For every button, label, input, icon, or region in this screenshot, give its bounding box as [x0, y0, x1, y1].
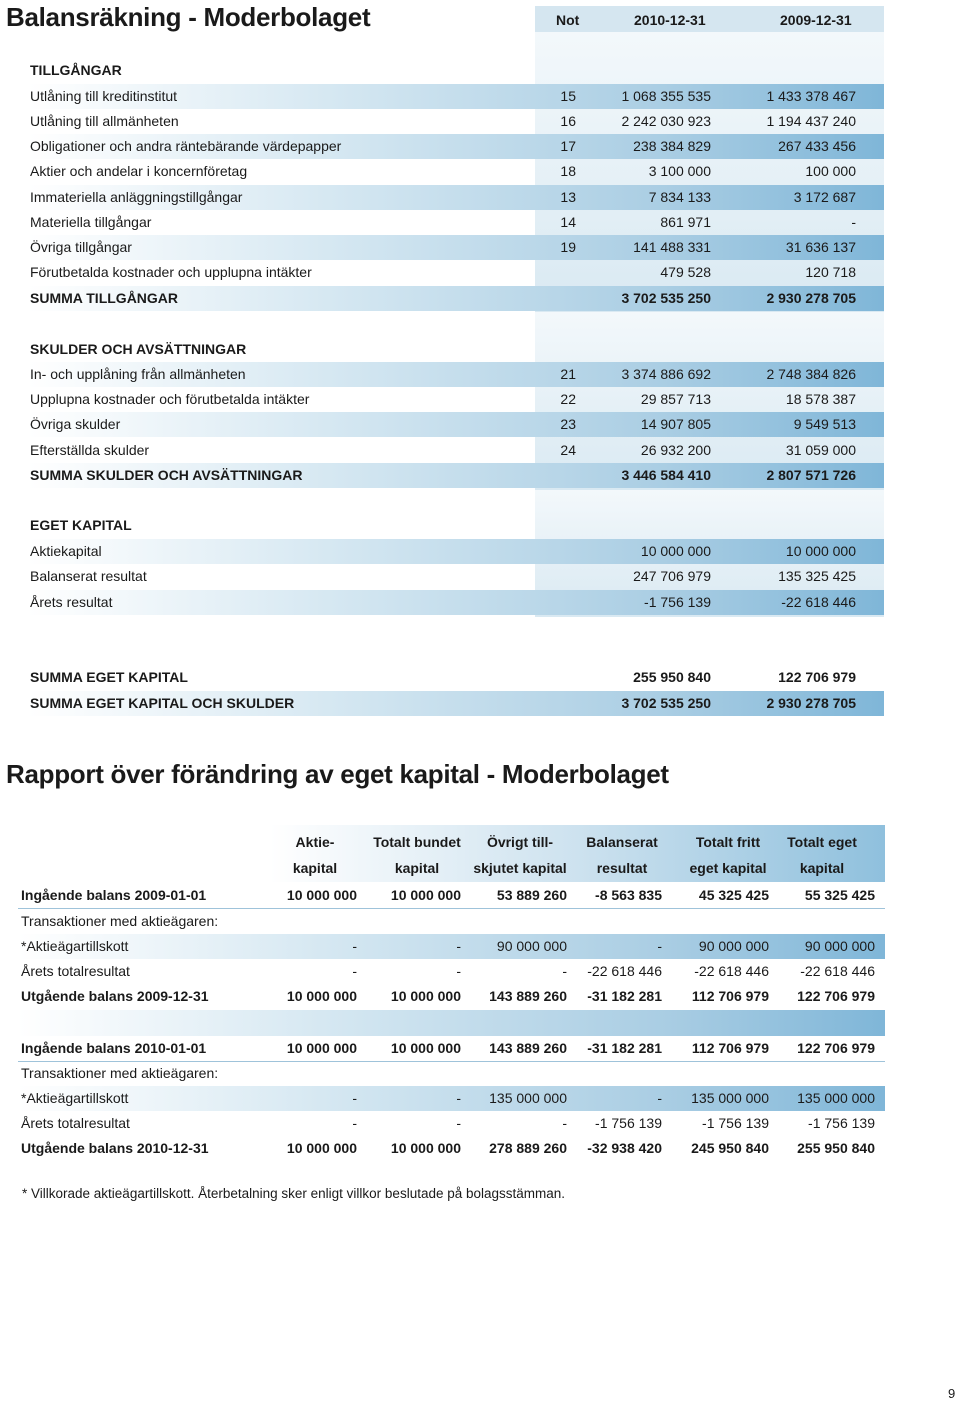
equity-cell: -	[456, 963, 461, 979]
equity-cell: 10 000 000	[286, 1140, 357, 1156]
equity-column-header: Övrigt till-	[486, 834, 554, 850]
row-value-2009: 2 807 571 726	[766, 467, 856, 483]
row-value-2009: 3 172 687	[793, 189, 856, 205]
equity-cell: 10 000 000	[286, 988, 357, 1004]
equity-cell: 135 000 000	[797, 1090, 875, 1106]
balance-row	[28, 438, 884, 463]
equity-column-header: eget kapital	[689, 860, 767, 876]
equity-row	[18, 883, 885, 909]
balance-row	[28, 665, 884, 690]
balance-row	[28, 286, 884, 311]
equity-row	[18, 934, 885, 959]
equity-row-label: *Aktieägartillskott	[21, 1090, 129, 1106]
equity-row	[18, 1136, 885, 1161]
equity-row-label: Ingående balans 2009-01-01	[21, 887, 207, 903]
equity-column-header: kapital	[394, 860, 440, 876]
equity-cell: 10 000 000	[390, 887, 461, 903]
balance-row	[28, 84, 884, 109]
equity-cell: 90 000 000	[496, 938, 567, 954]
row-label: Balanserat resultat	[30, 568, 147, 584]
row-note: 19	[560, 239, 576, 255]
row-label: Aktier och andelar i koncernföretag	[30, 163, 248, 179]
row-value-2010: 26 932 200	[640, 442, 711, 458]
equity-cell: -32 938 420	[587, 1140, 662, 1156]
row-label: Aktiekapital	[30, 543, 102, 559]
row-note: 23	[560, 416, 576, 432]
equity-cell: -	[456, 1115, 461, 1131]
row-value-2010: 141 488 331	[633, 239, 711, 255]
row-value-2009: 31 636 137	[785, 239, 856, 255]
row-value-2010: 1 068 355 535	[621, 88, 711, 104]
balance-row	[28, 260, 884, 285]
row-label: Upplupna kostnader och förutbetalda intäkter	[30, 391, 310, 407]
row-label: TILLGÅNGAR	[30, 62, 122, 78]
balance-row	[28, 337, 884, 362]
equity-row-label: Utgående balans 2009-12-31	[21, 988, 209, 1004]
equity-column-header: resultat	[596, 860, 648, 876]
equity-report-title: Rapport över förändring av eget kapital - Moderbolaget	[6, 759, 669, 789]
equity-cell: -	[657, 1090, 662, 1106]
equity-cell: 245 950 840	[691, 1140, 769, 1156]
row-label: Årets resultat	[30, 594, 113, 610]
row-value-2009: 267 433 456	[778, 138, 856, 154]
row-label: SUMMA EGET KAPITAL	[30, 669, 188, 685]
equity-row	[18, 984, 885, 1009]
row-label: SUMMA SKULDER OCH AVSÄTTNINGAR	[30, 467, 303, 483]
row-value-2010: 238 384 829	[633, 138, 711, 154]
row-note: 22	[560, 391, 576, 407]
row-label: Övriga tillgångar	[30, 239, 132, 255]
row-value-2009: 2 930 278 705	[766, 695, 856, 711]
row-value-2009: 122 706 979	[778, 669, 856, 685]
equity-column-header: Totalt eget	[787, 834, 857, 850]
balance-row	[28, 159, 884, 184]
row-value-2010: 10 000 000	[640, 543, 711, 559]
row-label: Immateriella anläggningstillgångar	[30, 189, 243, 205]
equity-cell: 10 000 000	[390, 1040, 461, 1056]
equity-cell: -	[352, 1115, 357, 1131]
equity-cell: 90 000 000	[804, 938, 875, 954]
equity-row	[18, 909, 885, 934]
row-label: Övriga skulder	[30, 416, 121, 432]
note-column-header: Not	[556, 12, 580, 28]
balance-row	[28, 235, 884, 260]
row-value-2009: 100 000	[805, 163, 856, 179]
row-value-2009: -22 618 446	[781, 594, 856, 610]
equity-row-label: Årets totalresultat	[21, 963, 130, 979]
equity-cell: 122 706 979	[797, 988, 875, 1004]
row-label: Efterställda skulder	[30, 442, 150, 458]
row-value-2009: 18 578 387	[785, 391, 856, 407]
row-value-2009: 135 325 425	[778, 568, 856, 584]
equity-cell: -22 618 446	[694, 963, 769, 979]
row-value-2009: 1 194 437 240	[766, 113, 856, 129]
year-2009-column-header: 2009-12-31	[780, 12, 852, 28]
equity-cell: -8 563 835	[595, 887, 662, 903]
row-value-2010: 3 100 000	[648, 163, 711, 179]
equity-cell: -	[562, 1115, 567, 1131]
equity-cell: 112 706 979	[691, 1040, 769, 1056]
equity-cell: -	[456, 1090, 461, 1106]
equity-cell: -1 756 139	[808, 1115, 875, 1131]
equity-column-header: kapital	[799, 860, 845, 876]
equity-cell: -	[562, 963, 567, 979]
row-value-2009: 120 718	[805, 264, 856, 280]
equity-row	[18, 1111, 885, 1136]
row-value-2010: 247 706 979	[633, 568, 711, 584]
equity-column-header: Aktie-	[295, 834, 335, 850]
row-value-2009: 31 059 000	[785, 442, 856, 458]
equity-cell: -31 182 281	[587, 988, 662, 1004]
page-number: 9	[948, 1386, 956, 1401]
row-value-2009: -	[851, 214, 856, 230]
equity-row-label: Transaktioner med aktieägaren:	[21, 913, 219, 929]
row-value-2009: 2 930 278 705	[766, 290, 856, 306]
equity-cell: 90 000 000	[698, 938, 769, 954]
equity-column-header: Balanserat	[586, 834, 658, 850]
row-label: Obligationer och andra räntebärande värdepapper	[30, 138, 342, 154]
balance-row	[28, 539, 884, 564]
balance-row	[28, 590, 884, 615]
row-note: 16	[560, 113, 576, 129]
balance-row	[28, 185, 884, 210]
equity-cell: 122 706 979	[797, 1040, 875, 1056]
row-value-2010: 3 702 535 250	[621, 695, 711, 711]
balance-row	[28, 463, 884, 488]
equity-cell: -	[657, 938, 662, 954]
equity-cell: 135 000 000	[691, 1090, 769, 1106]
equity-cell: 112 706 979	[691, 988, 769, 1004]
equity-row	[18, 1086, 885, 1111]
row-label: Förutbetalda kostnader och upplupna intäkter	[30, 264, 312, 280]
row-note: 13	[560, 189, 576, 205]
equity-separator-band	[18, 1010, 885, 1036]
equity-row-label: Årets totalresultat	[21, 1115, 130, 1131]
equity-cell: 135 000 000	[489, 1090, 567, 1106]
equity-cell: -	[352, 938, 357, 954]
row-label: EGET KAPITAL	[30, 517, 132, 533]
row-value-2010: 3 374 886 692	[621, 366, 711, 382]
row-value-2010: 3 446 584 410	[621, 467, 711, 483]
equity-row-label: Transaktioner med aktieägaren:	[21, 1065, 219, 1081]
balance-row	[28, 109, 884, 134]
equity-column-header: Totalt fritt	[695, 834, 761, 850]
row-note: 17	[560, 138, 576, 154]
row-label: Utlåning till allmänheten	[30, 113, 179, 129]
equity-row-label: Ingående balans 2010-01-01	[21, 1040, 207, 1056]
balance-row	[28, 58, 884, 83]
row-value-2009: 2 748 384 826	[766, 366, 856, 382]
row-value-2010: 3 702 535 250	[621, 290, 711, 306]
row-value-2010: 7 834 133	[648, 189, 711, 205]
balance-sheet-title: Balansräkning - Moderbolaget	[6, 2, 371, 32]
row-note: 18	[560, 163, 576, 179]
equity-cell: 278 889 260	[489, 1140, 567, 1156]
balance-row	[28, 134, 884, 159]
row-label: SUMMA EGET KAPITAL OCH SKULDER	[30, 695, 295, 711]
equity-column-header: skjutet kapital	[473, 860, 567, 876]
row-value-2010: 479 528	[660, 264, 711, 280]
equity-row-label: *Aktieägartillskott	[21, 938, 129, 954]
equity-row	[18, 959, 885, 984]
row-note: 15	[560, 88, 576, 104]
balance-row	[28, 564, 884, 589]
row-value-2010: 29 857 713	[640, 391, 711, 407]
row-label: SKULDER OCH AVSÄTTNINGAR	[30, 341, 247, 357]
row-value-2010: -1 756 139	[644, 594, 711, 610]
balance-row	[28, 210, 884, 235]
row-note: 21	[560, 366, 576, 382]
equity-cell: -	[456, 938, 461, 954]
row-label: Utlåning till kreditinstitut	[30, 88, 178, 104]
equity-cell: -	[352, 1090, 357, 1106]
row-value-2010: 255 950 840	[633, 669, 711, 685]
footnote: * Villkorade aktieägartillskott. Återbetalning sker enligt villkor beslutade på bolagsstämman.	[22, 1186, 566, 1201]
balance-row	[28, 362, 884, 387]
balance-row	[28, 691, 884, 716]
equity-column-header: kapital	[292, 860, 338, 876]
row-value-2010: 14 907 805	[640, 416, 711, 432]
equity-cell: 10 000 000	[286, 887, 357, 903]
equity-cell: -	[352, 963, 357, 979]
equity-cell: -1 756 139	[595, 1115, 662, 1131]
equity-cell: 143 889 260	[489, 1040, 567, 1056]
equity-cell: 55 325 425	[804, 887, 875, 903]
balance-row	[28, 387, 884, 412]
equity-cell: -22 618 446	[587, 963, 662, 979]
equity-cell: 255 950 840	[797, 1140, 875, 1156]
equity-cell: 10 000 000	[286, 1040, 357, 1056]
row-note: 14	[560, 214, 576, 230]
equity-cell: 53 889 260	[496, 887, 567, 903]
equity-cell: 143 889 260	[489, 988, 567, 1004]
row-label: In- och upplåning från allmänheten	[30, 366, 246, 382]
equity-cell: 10 000 000	[390, 1140, 461, 1156]
equity-cell: -22 618 446	[800, 963, 875, 979]
equity-column-header: Totalt bundet	[373, 834, 461, 850]
equity-row	[18, 1061, 885, 1086]
balance-row	[28, 412, 884, 437]
row-note: 24	[560, 442, 576, 458]
equity-row-label: Utgående balans 2010-12-31	[21, 1140, 209, 1156]
row-value-2009: 1 433 378 467	[766, 88, 856, 104]
row-value-2010: 861 971	[660, 214, 711, 230]
year-2010-column-header: 2010-12-31	[634, 12, 706, 28]
row-value-2010: 2 242 030 923	[621, 113, 711, 129]
row-label: Materiella tillgångar	[30, 214, 152, 230]
equity-cell: 45 325 425	[698, 887, 769, 903]
balance-row	[28, 513, 884, 538]
equity-cell: -1 756 139	[702, 1115, 769, 1131]
equity-cell: -31 182 281	[587, 1040, 662, 1056]
row-label: SUMMA TILLGÅNGAR	[30, 290, 179, 306]
equity-cell: 10 000 000	[390, 988, 461, 1004]
equity-row	[18, 1036, 885, 1062]
row-value-2009: 10 000 000	[785, 543, 856, 559]
row-value-2009: 9 549 513	[793, 416, 856, 432]
